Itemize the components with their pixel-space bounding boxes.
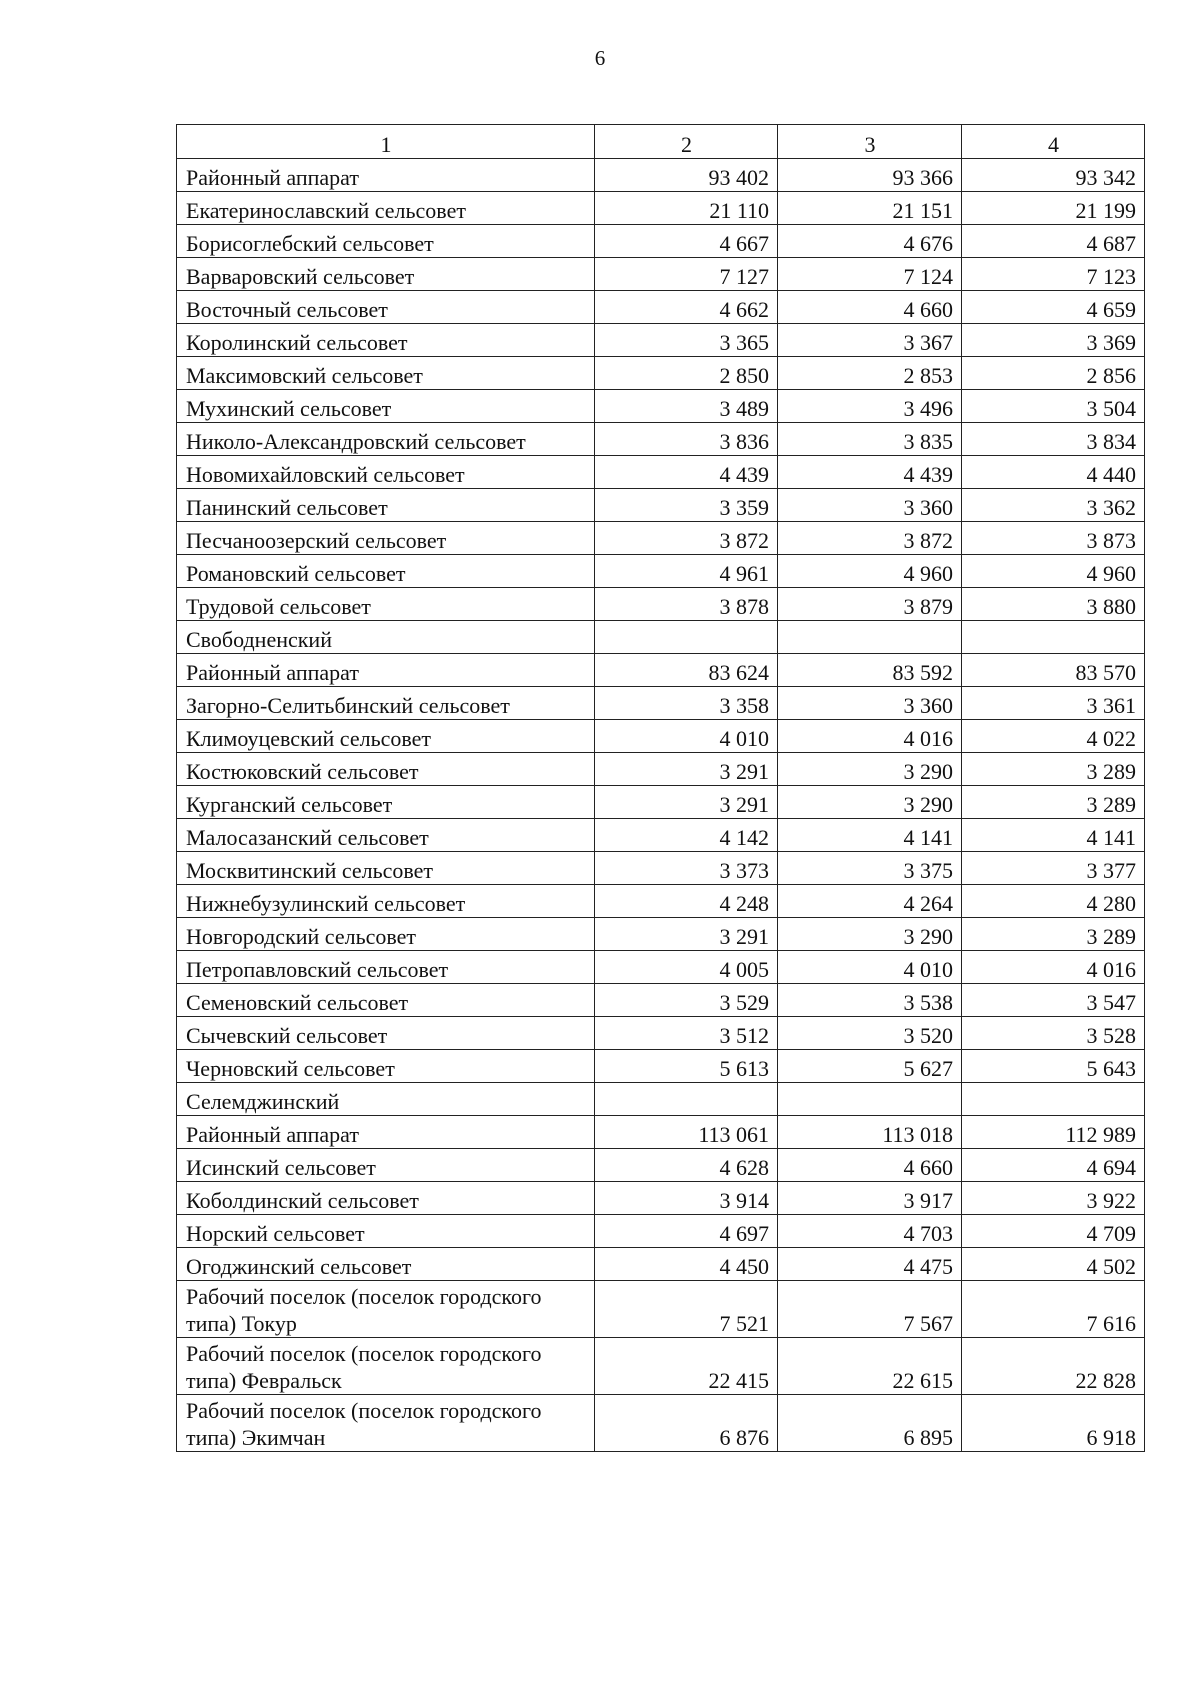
row-name-cell: Районный аппарат — [177, 159, 595, 192]
value-cell: 113 018 — [778, 1116, 962, 1149]
value-cell: 3 836 — [595, 423, 778, 456]
value-cell: 4 248 — [595, 885, 778, 918]
value-cell — [778, 1083, 962, 1116]
row-name-cell: Свободненский — [177, 621, 595, 654]
value-cell: 83 592 — [778, 654, 962, 687]
value-cell: 3 289 — [962, 753, 1145, 786]
value-cell: 4 687 — [962, 225, 1145, 258]
table-row — [177, 489, 1145, 522]
row-name-cell: Курганский сельсовет — [177, 786, 595, 819]
table-row — [177, 885, 1145, 918]
table-row — [177, 588, 1145, 621]
value-cell: 4 667 — [595, 225, 778, 258]
value-cell: 7 123 — [962, 258, 1145, 291]
value-cell: 3 373 — [595, 852, 778, 885]
value-cell: 3 917 — [778, 1182, 962, 1215]
row-name-cell: Малосазанский сельсовет — [177, 819, 595, 852]
page-number: 6 — [594, 46, 606, 70]
value-cell: 3 290 — [778, 753, 962, 786]
value-cell: 3 538 — [778, 984, 962, 1017]
value-cell: 7 127 — [595, 258, 778, 291]
table-row — [177, 159, 1145, 192]
table-row — [177, 852, 1145, 885]
table-row — [177, 324, 1145, 357]
value-cell: 3 504 — [962, 390, 1145, 423]
row-name-cell: Нижнебузулинский сельсовет — [177, 885, 595, 918]
value-cell: 83 570 — [962, 654, 1145, 687]
value-cell: 5 627 — [778, 1050, 962, 1083]
value-cell: 4 697 — [595, 1215, 778, 1248]
value-cell: 3 878 — [595, 588, 778, 621]
value-cell: 112 989 — [962, 1116, 1145, 1149]
table-row — [177, 786, 1145, 819]
table-row — [177, 1149, 1145, 1182]
value-cell: 21 199 — [962, 192, 1145, 225]
row-name-cell: Новомихайловский сельсовет — [177, 456, 595, 489]
table-row — [177, 819, 1145, 852]
value-cell: 93 366 — [778, 159, 962, 192]
table-row — [177, 1017, 1145, 1050]
table-row — [177, 951, 1145, 984]
row-name-cell: Районный аппарат — [177, 1116, 595, 1149]
value-cell: 3 358 — [595, 687, 778, 720]
value-cell: 4 010 — [595, 720, 778, 753]
row-name-cell: Загорно-Селитьбинский сельсовет — [177, 687, 595, 720]
table-row — [177, 522, 1145, 555]
value-cell: 3 529 — [595, 984, 778, 1017]
value-cell: 22 615 — [778, 1338, 962, 1395]
row-name-cell: Максимовский сельсовет — [177, 357, 595, 390]
row-name-cell: Новгородский сельсовет — [177, 918, 595, 951]
value-cell: 3 377 — [962, 852, 1145, 885]
table-row — [177, 918, 1145, 951]
column-header: 4 — [962, 125, 1145, 159]
value-cell: 3 914 — [595, 1182, 778, 1215]
value-cell: 3 369 — [962, 324, 1145, 357]
value-cell: 4 142 — [595, 819, 778, 852]
value-cell: 3 512 — [595, 1017, 778, 1050]
value-cell: 93 402 — [595, 159, 778, 192]
row-name-cell: Рабочий поселок (поселок городского типа) Февральск — [177, 1338, 595, 1395]
value-cell: 3 872 — [595, 522, 778, 555]
value-cell: 4 662 — [595, 291, 778, 324]
row-name-cell: Панинский сельсовет — [177, 489, 595, 522]
row-name-cell: Костюковский сельсовет — [177, 753, 595, 786]
value-cell: 3 547 — [962, 984, 1145, 1017]
row-name-cell: Исинский сельсовет — [177, 1149, 595, 1182]
value-cell: 3 360 — [778, 687, 962, 720]
value-cell: 3 879 — [778, 588, 962, 621]
table-row — [177, 1338, 1145, 1395]
row-name-cell: Огоджинский сельсовет — [177, 1248, 595, 1281]
table-row — [177, 258, 1145, 291]
value-cell: 3 835 — [778, 423, 962, 456]
value-cell: 4 475 — [778, 1248, 962, 1281]
data-table — [176, 124, 1145, 1452]
value-cell: 6 895 — [778, 1395, 962, 1452]
value-cell: 4 659 — [962, 291, 1145, 324]
value-cell: 4 022 — [962, 720, 1145, 753]
row-name-cell: Коболдинский сельсовет — [177, 1182, 595, 1215]
row-name-cell: Песчаноозерский сельсовет — [177, 522, 595, 555]
value-cell: 7 521 — [595, 1281, 778, 1338]
value-cell: 4 141 — [962, 819, 1145, 852]
table-row — [177, 984, 1145, 1017]
value-cell: 4 141 — [778, 819, 962, 852]
value-cell: 4 660 — [778, 1149, 962, 1182]
value-cell: 4 005 — [595, 951, 778, 984]
table-row — [177, 192, 1145, 225]
row-name-cell: Семеновский сельсовет — [177, 984, 595, 1017]
table-row — [177, 555, 1145, 588]
value-cell: 3 359 — [595, 489, 778, 522]
value-cell: 4 676 — [778, 225, 962, 258]
value-cell: 4 961 — [595, 555, 778, 588]
row-name-cell: Романовский сельсовет — [177, 555, 595, 588]
table-row — [177, 1116, 1145, 1149]
value-cell: 7 124 — [778, 258, 962, 291]
value-cell: 4 450 — [595, 1248, 778, 1281]
table-row — [177, 1248, 1145, 1281]
value-cell: 4 660 — [778, 291, 962, 324]
column-header: 3 — [778, 125, 962, 159]
table-body — [177, 159, 1145, 1452]
table-row — [177, 753, 1145, 786]
value-cell: 5 643 — [962, 1050, 1145, 1083]
table-row — [177, 1050, 1145, 1083]
value-cell: 4 502 — [962, 1248, 1145, 1281]
value-cell — [962, 1083, 1145, 1116]
row-name-cell: Мухинский сельсовет — [177, 390, 595, 423]
value-cell: 4 280 — [962, 885, 1145, 918]
value-cell: 2 856 — [962, 357, 1145, 390]
row-name-cell: Сычевский сельсовет — [177, 1017, 595, 1050]
value-cell: 3 367 — [778, 324, 962, 357]
table-row — [177, 1083, 1145, 1116]
value-cell: 3 291 — [595, 753, 778, 786]
table-row — [177, 456, 1145, 489]
value-cell: 4 264 — [778, 885, 962, 918]
row-name-cell: Королинский сельсовет — [177, 324, 595, 357]
value-cell: 113 061 — [595, 1116, 778, 1149]
row-name-cell: Районный аппарат — [177, 654, 595, 687]
table-row — [177, 423, 1145, 456]
table-row — [177, 654, 1145, 687]
value-cell: 3 290 — [778, 918, 962, 951]
value-cell: 3 290 — [778, 786, 962, 819]
row-name-cell: Борисоглебский сельсовет — [177, 225, 595, 258]
value-cell: 22 828 — [962, 1338, 1145, 1395]
value-cell: 2 853 — [778, 357, 962, 390]
value-cell — [595, 621, 778, 654]
value-cell: 83 624 — [595, 654, 778, 687]
value-cell: 4 628 — [595, 1149, 778, 1182]
value-cell: 3 291 — [595, 918, 778, 951]
value-cell: 3 922 — [962, 1182, 1145, 1215]
value-cell — [595, 1083, 778, 1116]
value-cell: 2 850 — [595, 357, 778, 390]
table-row — [177, 390, 1145, 423]
value-cell: 4 439 — [778, 456, 962, 489]
row-name-cell: Москвитинский сельсовет — [177, 852, 595, 885]
value-cell: 3 873 — [962, 522, 1145, 555]
value-cell: 4 016 — [962, 951, 1145, 984]
value-cell: 93 342 — [962, 159, 1145, 192]
row-name-cell: Николо-Александровский сельсовет — [177, 423, 595, 456]
table-row — [177, 225, 1145, 258]
row-name-cell: Восточный сельсовет — [177, 291, 595, 324]
value-cell: 3 528 — [962, 1017, 1145, 1050]
value-cell: 3 489 — [595, 390, 778, 423]
row-name-cell: Трудовой сельсовет — [177, 588, 595, 621]
value-cell: 3 291 — [595, 786, 778, 819]
row-name-cell: Рабочий поселок (поселок городского типа) Экимчан — [177, 1395, 595, 1452]
value-cell: 4 010 — [778, 951, 962, 984]
value-cell: 4 703 — [778, 1215, 962, 1248]
value-cell: 3 361 — [962, 687, 1145, 720]
value-cell: 4 960 — [962, 555, 1145, 588]
row-name-cell: Селемджинский — [177, 1083, 595, 1116]
value-cell: 3 289 — [962, 918, 1145, 951]
value-cell: 4 016 — [778, 720, 962, 753]
value-cell: 4 694 — [962, 1149, 1145, 1182]
table-row — [177, 1215, 1145, 1248]
column-header: 1 — [177, 125, 595, 159]
value-cell: 6 876 — [595, 1395, 778, 1452]
value-cell: 3 289 — [962, 786, 1145, 819]
value-cell: 4 709 — [962, 1215, 1145, 1248]
row-name-cell: Варваровский сельсовет — [177, 258, 595, 291]
table-row — [177, 621, 1145, 654]
table-row — [177, 1182, 1145, 1215]
value-cell: 3 375 — [778, 852, 962, 885]
value-cell: 4 440 — [962, 456, 1145, 489]
value-cell: 4 960 — [778, 555, 962, 588]
value-cell: 7 567 — [778, 1281, 962, 1338]
value-cell: 3 834 — [962, 423, 1145, 456]
value-cell: 5 613 — [595, 1050, 778, 1083]
column-header: 2 — [595, 125, 778, 159]
row-name-cell: Рабочий поселок (поселок городского типа) Токур — [177, 1281, 595, 1338]
value-cell: 7 616 — [962, 1281, 1145, 1338]
table-row — [177, 1395, 1145, 1452]
value-cell: 22 415 — [595, 1338, 778, 1395]
value-cell: 3 520 — [778, 1017, 962, 1050]
row-name-cell: Норский сельсовет — [177, 1215, 595, 1248]
table-header-row — [177, 125, 1145, 159]
value-cell: 4 439 — [595, 456, 778, 489]
value-cell: 3 880 — [962, 588, 1145, 621]
table-row — [177, 291, 1145, 324]
value-cell: 21 151 — [778, 192, 962, 225]
value-cell: 3 362 — [962, 489, 1145, 522]
value-cell — [778, 621, 962, 654]
value-cell: 3 360 — [778, 489, 962, 522]
value-cell: 6 918 — [962, 1395, 1145, 1452]
table-row — [177, 1281, 1145, 1338]
row-name-cell: Екатеринославский сельсовет — [177, 192, 595, 225]
row-name-cell: Петропавловский сельсовет — [177, 951, 595, 984]
row-name-cell: Черновский сельсовет — [177, 1050, 595, 1083]
value-cell: 3 872 — [778, 522, 962, 555]
value-cell: 3 496 — [778, 390, 962, 423]
row-name-cell: Климоуцевский сельсовет — [177, 720, 595, 753]
table-row — [177, 687, 1145, 720]
value-cell: 21 110 — [595, 192, 778, 225]
value-cell — [962, 621, 1145, 654]
value-cell: 3 365 — [595, 324, 778, 357]
table-row — [177, 720, 1145, 753]
table-row — [177, 357, 1145, 390]
